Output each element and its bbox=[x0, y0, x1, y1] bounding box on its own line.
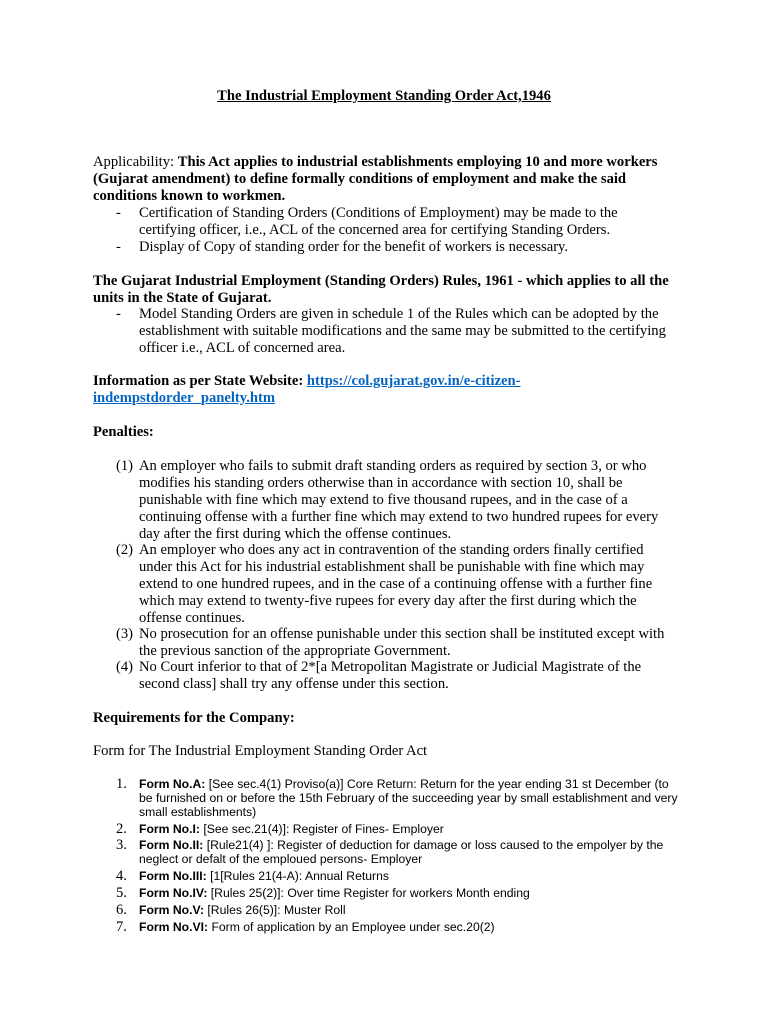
penalties-heading: Penalties: bbox=[93, 424, 154, 440]
penalty-item: (2) An employer who does any act in contravention of the standing orders finally certified under this Act for his industrial establishment shall be punishable with fine which may extend to one hundred rupees, and in the case of a continuing offense with a further fine which may extend to twenty-five rupees for every day after the first during which the offense continues. bbox=[116, 542, 653, 626]
applicability-text: This Act applies to industrial establishments employing 10 and more workers (Gujarat amendment) to define formally conditions of employment and make the said conditions known to workmen. bbox=[93, 154, 658, 204]
form-list-item: 3. Form No.II: [Rule21(4) ]: Register of deduction for damage or loss caused to the empolyer by the neglect or defalt of the emploued persons- Employer bbox=[116, 837, 664, 866]
page-title: The Industrial Employment Standing Order Act,1946 bbox=[217, 88, 551, 104]
applicability-label: Applicability: bbox=[93, 154, 178, 170]
gujarat-rules-heading: The Gujarat Industrial Employment (Standing Orders) Rules, 1961 - which applies to all the units in the State of Gujarat. bbox=[93, 273, 669, 306]
form-list-item: 1. Form No.A: [See sec.4(1) Proviso(a)] Core Return: Return for the year ending 31 st December (to be furnished on or before the 15th February of the succeeding year by small establishment and very small establishments) bbox=[116, 776, 678, 819]
state-info-paragraph bbox=[93, 373, 673, 407]
applicability-item: - Certification of Standing Orders (Conditions of Employment) may be made to the certifying officer, i.e., ACL of the concerned area for certifying Standing Orders. bbox=[116, 205, 618, 238]
form-list-item: 4. Form No.III: [1[Rules 21(4-A): Annual Returns bbox=[116, 868, 389, 884]
requirements-intro: Form for The Industrial Employment Standing Order Act bbox=[93, 743, 428, 759]
state-website-link[interactable]: https://col.gujarat.gov.in/e-citizen-indempstdorder_panelty.htm bbox=[93, 373, 521, 406]
penalty-item: (3) No prosecution for an offense punishable under this section shall be instituted except with the previous sanction of the appropriate Government. bbox=[116, 626, 665, 659]
penalty-item: (1) An employer who fails to submit draft standing orders as required by section 3, or who modifies his standing orders otherwise than in accordance with section 10, shall be punishable with fine which may extend to five thousand rupees, and in the case of a continuing offense with a further fine which may extend to two hundred rupees for every day after the first during which the offense continues. bbox=[116, 458, 659, 542]
applicability-paragraph bbox=[93, 154, 673, 205]
form-list-item: 7. Form No.VI: Form of application by an Employee under sec.20(2) bbox=[116, 919, 495, 935]
form-list-item: 6. Form No.V: [Rules 26(5)]: Muster Roll bbox=[116, 902, 346, 918]
penalty-item: (4) No Court inferior to that of 2*[a Metropolitan Magistrate or Judicial Magistrate of the second class] shall try any offense under this section. bbox=[116, 659, 642, 692]
applicability-item: - Display of Copy of standing order for the benefit of workers is necessary. bbox=[116, 239, 569, 255]
state-info-label: Information as per State Website: bbox=[93, 373, 307, 389]
form-list-item: 5. Form No.IV: [Rules 25(2)]: Over time Register for workers Month ending bbox=[116, 885, 530, 901]
form-list-item: 2. Form No.I: [See sec.21(4)]: Register of Fines- Employer bbox=[116, 821, 444, 837]
gujarat-rules-item: - Model Standing Orders are given in schedule 1 of the Rules which can be adopted by the establishment with suitable modifications and the same may be submitted to the certifying officer i.e., ACL of concerned area. bbox=[116, 306, 666, 356]
requirements-heading: Requirements for the Company: bbox=[93, 710, 295, 726]
